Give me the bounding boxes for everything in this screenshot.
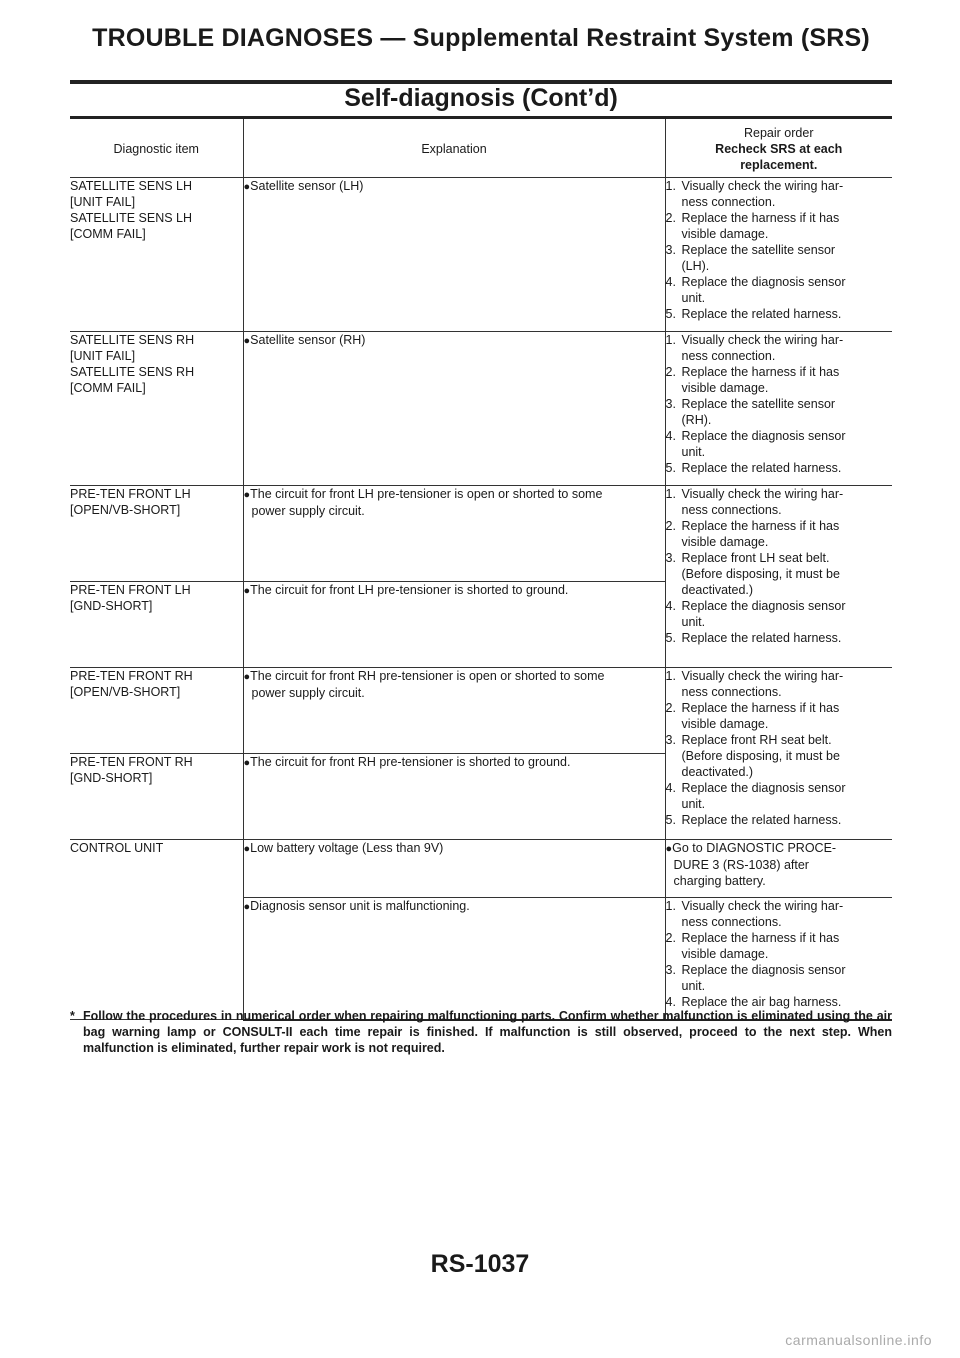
explanation-text: Satellite sensor (RH) — [250, 333, 366, 347]
repair-step-cont: ness connections. — [681, 503, 782, 517]
repair-step: 1. Visually check the wiring har- — [665, 899, 844, 913]
repair-step: 5. Replace the related harness. — [665, 461, 842, 475]
repair-order-cell — [665, 486, 892, 668]
repair-step: 1. Visually check the wiring har- — [665, 487, 844, 501]
explanation-bullet — [244, 840, 665, 857]
repair-order-cell — [665, 668, 892, 840]
item-line: [OPEN/VB-SHORT] — [70, 503, 181, 517]
section-subtitle: Self-diagnosis (Cont’d) — [344, 84, 618, 112]
explanation-bullet — [244, 754, 665, 771]
repair-step-cont: ness connection. — [681, 195, 776, 209]
explanation-bullet — [244, 178, 665, 195]
item-line: [COMM FAIL] — [70, 227, 146, 241]
repair-step: 4. Replace the diagnosis sensor — [665, 429, 846, 443]
item-line: [UNIT FAIL] — [70, 349, 136, 363]
item-line: [OPEN/VB-SHORT] — [70, 685, 181, 699]
explanation-cell — [243, 840, 665, 898]
item-line: [GND-SHORT] — [70, 599, 153, 613]
repair-order-cell — [665, 332, 892, 486]
repair-step-cont: unit. — [681, 979, 706, 993]
header-diagnostic-item: Diagnostic item — [70, 118, 243, 178]
bullet-icon: ● — [243, 181, 251, 193]
repair-step-cont: (RH). — [681, 413, 712, 427]
repair-step: 3. Replace front LH seat belt. — [665, 551, 830, 565]
diagnostic-item-cell — [70, 332, 243, 486]
item-line: SATELLITE SENS RH — [70, 365, 195, 379]
item-line: [COMM FAIL] — [70, 381, 146, 395]
header-repair-line: Recheck SRS at each — [715, 142, 843, 156]
repair-step: 3. Replace the satellite sensor — [665, 243, 836, 257]
explanation-cell — [243, 898, 665, 1020]
repair-order-cell — [665, 898, 892, 1020]
item-line: SATELLITE SENS RH — [70, 333, 195, 347]
explanation-cell — [243, 754, 665, 840]
repair-text: DURE 3 (RS-1038) after — [673, 858, 809, 872]
repair-step: 5. Replace the related harness. — [665, 307, 842, 321]
repair-step: 2. Replace the harness if it has — [665, 701, 840, 715]
repair-step: 3. Replace front RH seat belt. — [665, 733, 832, 747]
diagnostic-item-cell — [70, 178, 243, 332]
item-line: PRE-TEN FRONT LH — [70, 487, 191, 501]
repair-step-cont: visible damage. — [681, 227, 769, 241]
table-row — [70, 668, 892, 754]
repair-step: 4. Replace the diagnosis sensor — [665, 599, 846, 613]
explanation-text: The circuit for front RH pre-tensioner is shorted to ground. — [250, 755, 571, 769]
watermark: carmanualsonline.info — [785, 1332, 932, 1348]
explanation-cell — [243, 486, 665, 582]
item-line: PRE-TEN FRONT RH — [70, 669, 193, 683]
footnote — [70, 1008, 892, 1056]
repair-step-cont: (Before disposing, it must be — [681, 749, 840, 763]
repair-order-cell — [665, 178, 892, 332]
item-line: PRE-TEN FRONT RH — [70, 755, 193, 769]
diagnostic-table — [70, 117, 892, 1021]
explanation-text: Satellite sensor (LH) — [250, 179, 364, 193]
repair-step: 3. Replace the satellite sensor — [665, 397, 836, 411]
repair-step-cont: deactivated.) — [681, 765, 754, 779]
diagnostic-item-cell — [70, 840, 243, 1020]
repair-step: 1. Visually check the wiring har- — [665, 333, 844, 347]
repair-step-cont: (LH). — [681, 259, 710, 273]
header-explanation: Explanation — [243, 118, 665, 178]
item-line: CONTROL UNIT — [70, 841, 164, 855]
repair-step: 2. Replace the harness if it has — [665, 519, 840, 533]
table-row — [70, 486, 892, 582]
repair-step: 4. Replace the diagnosis sensor — [665, 275, 846, 289]
footnote-text: Follow the procedures in numerical order when repairing malfunctioning parts. Confirm whether malfunction is eliminated using the air bag warning lamp or CONSULT-II each time repair is finished. If malfunction is still observed, proceed to the next step. When malfunction is eliminated, further repair work is not required. — [83, 1009, 892, 1055]
bullet-icon: ● — [243, 671, 251, 683]
explanation-text: Low battery voltage (Less than 9V) — [250, 841, 444, 855]
header-repair-order — [665, 118, 892, 178]
footnote-marker: * — [70, 1009, 75, 1023]
table-row — [70, 332, 892, 486]
item-line: [GND-SHORT] — [70, 771, 153, 785]
bullet-icon: ● — [243, 585, 251, 597]
explanation-cell — [243, 178, 665, 332]
repair-step-cont: unit. — [681, 291, 706, 305]
bullet-icon: ● — [243, 843, 251, 855]
repair-step: 4. Replace the diagnosis sensor — [665, 781, 846, 795]
item-line: [UNIT FAIL] — [70, 195, 136, 209]
repair-step-cont: deactivated.) — [681, 583, 754, 597]
bullet-icon: ● — [243, 901, 251, 913]
header-repair-line: replacement. — [740, 158, 818, 172]
repair-step-cont: ness connection. — [681, 349, 776, 363]
section-title: TROUBLE DIAGNOSES — Supplemental Restraint System (SRS) — [92, 24, 870, 52]
explanation-cell — [243, 582, 665, 668]
repair-step: 5. Replace the related harness. — [665, 631, 842, 645]
repair-step: 2. Replace the harness if it has — [665, 365, 840, 379]
repair-text: charging battery. — [673, 874, 766, 888]
repair-step-cont: ness connections. — [681, 685, 782, 699]
explanation-text: The circuit for front LH pre-tensioner is open or shorted to some — [250, 487, 603, 501]
repair-step-cont: visible damage. — [681, 947, 769, 961]
explanation-text: The circuit for front LH pre-tensioner is shorted to ground. — [250, 583, 569, 597]
repair-step-cont: visible damage. — [681, 381, 769, 395]
repair-step: 1. Visually check the wiring har- — [665, 179, 844, 193]
bullet-icon: ● — [243, 757, 251, 769]
repair-step: 5. Replace the related harness. — [665, 813, 842, 827]
item-line: SATELLITE SENS LH — [70, 211, 193, 225]
explanation-bullet — [244, 582, 665, 599]
repair-bullet: ●Go to DIAGNOSTIC PROCE- — [665, 841, 837, 855]
repair-step: 2. Replace the harness if it has — [665, 211, 840, 225]
bullet-icon: ● — [243, 335, 251, 347]
explanation-cell — [243, 668, 665, 754]
repair-step: 4. Replace the air bag harness. — [665, 995, 842, 1009]
repair-step-cont: visible damage. — [681, 535, 769, 549]
table-row — [70, 178, 892, 332]
explanation-text: power supply circuit. — [251, 686, 365, 700]
diagnostic-item-cell — [70, 582, 243, 668]
diagnostic-item-cell — [70, 668, 243, 754]
repair-step-cont: unit. — [681, 445, 706, 459]
repair-step-cont: unit. — [681, 797, 706, 811]
repair-step-cont: ness connections. — [681, 915, 782, 929]
table-row — [70, 840, 892, 898]
diagnostic-item-cell — [70, 486, 243, 582]
repair-order-cell — [665, 840, 892, 898]
diagnostic-item-cell — [70, 754, 243, 840]
repair-step: 3. Replace the diagnosis sensor — [665, 963, 846, 977]
page-number: RS-1037 — [430, 1250, 530, 1278]
table-header-row — [70, 118, 892, 178]
header-repair-line: Repair order — [744, 126, 814, 140]
explanation-text: Diagnosis sensor unit is malfunctioning. — [250, 899, 470, 913]
repair-step: 2. Replace the harness if it has — [665, 931, 840, 945]
explanation-bullet — [244, 668, 665, 685]
explanation-bullet — [244, 898, 665, 915]
explanation-text: power supply circuit. — [251, 504, 365, 518]
bullet-icon: ● — [665, 843, 673, 855]
repair-step-cont: (Before disposing, it must be — [681, 567, 840, 581]
repair-step-cont: unit. — [681, 615, 706, 629]
repair-step-cont: visible damage. — [681, 717, 769, 731]
explanation-bullet — [244, 332, 665, 349]
explanation-bullet — [244, 486, 665, 503]
repair-step: 1. Visually check the wiring har- — [665, 669, 844, 683]
explanation-cell — [243, 332, 665, 486]
item-line: PRE-TEN FRONT LH — [70, 583, 191, 597]
bullet-icon: ● — [243, 489, 251, 501]
explanation-text: The circuit for front RH pre-tensioner is open or shorted to some — [250, 669, 605, 683]
item-line: SATELLITE SENS LH — [70, 179, 193, 193]
